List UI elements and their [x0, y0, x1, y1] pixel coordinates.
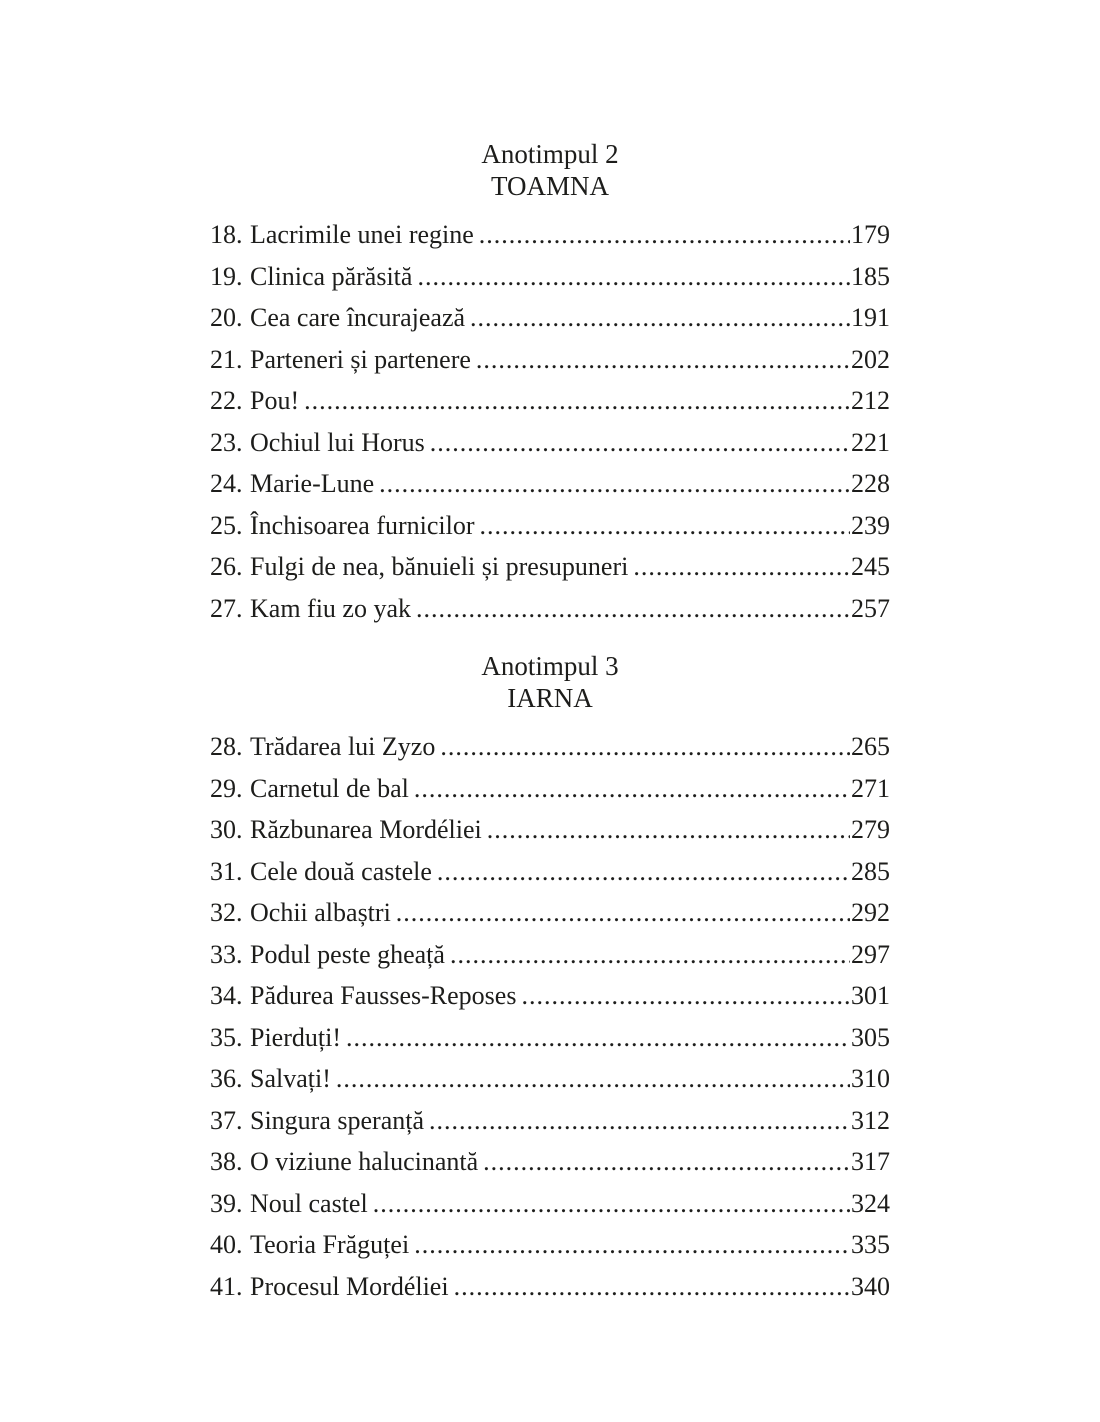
chapter-title: Cea care încurajează — [250, 303, 466, 332]
chapter-number: 34. — [210, 981, 243, 1010]
chapter-number: 41. — [210, 1271, 243, 1301]
toc-entry — [210, 546, 890, 588]
dot-leader — [483, 1141, 850, 1183]
chapter-page-number: 239 — [851, 510, 890, 540]
chapter-title: Teoria Frăguței — [250, 1230, 410, 1259]
toc-entry — [210, 1100, 890, 1142]
toc-entry — [210, 1141, 890, 1183]
chapter-page-number: 271 — [851, 773, 890, 803]
dot-leader — [437, 851, 850, 893]
chapter-page-number: 245 — [851, 552, 890, 581]
chapter-number: 40. — [210, 1230, 243, 1259]
chapter-page-number: 202 — [851, 344, 890, 374]
chapter-title: Pierduți! — [250, 1022, 341, 1052]
chapter-number: 22. — [210, 386, 243, 415]
chapter-page-number: 212 — [851, 386, 890, 415]
toc-list — [210, 726, 890, 1307]
toc-entry — [210, 588, 890, 630]
chapter-title: Ochii albaștri — [250, 898, 391, 927]
dot-leader — [476, 339, 850, 381]
season-label: Anotimpul 2 — [481, 139, 619, 169]
chapter-page-number: 285 — [851, 856, 890, 886]
dot-leader — [454, 1266, 850, 1308]
chapter-page-number: 279 — [851, 815, 890, 844]
toc-entry — [210, 1266, 890, 1308]
chapter-page-number: 340 — [851, 1271, 890, 1301]
chapter-page-number: 297 — [851, 939, 890, 969]
chapter-title: Marie-Lune — [250, 469, 375, 498]
dot-leader — [373, 1183, 850, 1225]
chapter-page-number: 305 — [851, 1022, 890, 1052]
chapter-page-number: 301 — [851, 981, 890, 1010]
toc-entry — [210, 256, 890, 298]
chapter-page-number: 191 — [851, 303, 890, 332]
chapter-number: 33. — [210, 939, 243, 969]
chapter-number: 28. — [210, 732, 243, 761]
toc-entry — [210, 1058, 890, 1100]
toc-entry — [210, 214, 890, 256]
chapter-page-number: 185 — [851, 261, 890, 291]
season-name: TOAMNA — [490, 171, 609, 201]
toc-entry — [210, 975, 890, 1017]
toc-sections — [210, 138, 890, 1307]
toc-entry — [210, 1224, 890, 1266]
chapter-title: Răzbunarea Mordéliei — [250, 815, 482, 844]
dot-leader — [396, 892, 850, 934]
dot-leader — [487, 809, 850, 851]
chapter-title: Trădarea lui Zyzo — [250, 732, 436, 761]
chapter-number: 21. — [210, 344, 243, 374]
chapter-number: 37. — [210, 1105, 243, 1135]
chapter-title: Singura speranță — [250, 1105, 425, 1135]
dot-leader — [304, 380, 850, 422]
dot-leader — [521, 975, 850, 1017]
toc-entry — [210, 422, 890, 464]
chapter-number: 24. — [210, 469, 243, 498]
toc-section — [210, 138, 890, 629]
chapter-title: Salvați! — [250, 1064, 331, 1093]
chapter-number: 39. — [210, 1188, 243, 1218]
dot-leader — [480, 505, 850, 547]
dot-leader — [336, 1058, 850, 1100]
toc-entry — [210, 380, 890, 422]
dot-leader — [414, 768, 850, 810]
dot-leader — [379, 463, 850, 505]
chapter-title: Carnetul de bal — [250, 773, 409, 803]
chapter-page-number: 265 — [851, 732, 890, 761]
season-heading — [210, 650, 890, 714]
dot-leader — [479, 214, 850, 256]
toc-entry — [210, 726, 890, 768]
chapter-title: Podul peste gheață — [250, 939, 445, 969]
chapter-title: Pou! — [250, 386, 300, 415]
toc-entry — [210, 934, 890, 976]
chapter-page-number: 335 — [851, 1230, 890, 1259]
toc-entry — [210, 809, 890, 851]
dot-leader — [633, 546, 850, 588]
dot-leader — [416, 588, 850, 630]
dot-leader — [470, 297, 850, 339]
dot-leader — [430, 422, 850, 464]
toc-section — [210, 650, 890, 1307]
chapter-number: 18. — [210, 220, 243, 249]
season-heading — [210, 138, 890, 202]
season-name: IARNA — [507, 683, 593, 713]
chapter-page-number: 179 — [851, 220, 890, 249]
chapter-page-number: 310 — [851, 1064, 890, 1093]
chapter-number: 20. — [210, 303, 243, 332]
chapter-number: 36. — [210, 1064, 243, 1093]
toc-entry — [210, 768, 890, 810]
chapter-number: 23. — [210, 427, 243, 457]
toc-list — [210, 214, 890, 629]
dot-leader — [440, 726, 850, 768]
toc-entry — [210, 463, 890, 505]
chapter-number: 35. — [210, 1022, 243, 1052]
chapter-title: Procesul Mordéliei — [250, 1271, 449, 1301]
chapter-page-number: 228 — [851, 469, 890, 498]
chapter-number: 26. — [210, 552, 243, 581]
chapter-title: Ochiul lui Horus — [250, 427, 425, 457]
chapter-title: Kam fiu zo yak — [250, 593, 412, 623]
chapter-number: 30. — [210, 815, 243, 844]
dot-leader — [414, 1224, 850, 1266]
chapter-number: 19. — [210, 261, 243, 291]
chapter-number: 29. — [210, 773, 243, 803]
chapter-title: Fulgi de nea, bănuieli și presupuneri — [250, 552, 629, 581]
season-label: Anotimpul 3 — [481, 651, 619, 681]
toc-entry — [210, 851, 890, 893]
chapter-number: 32. — [210, 898, 243, 927]
chapter-title: O viziune halucinantă — [250, 1147, 479, 1176]
dot-leader — [450, 934, 850, 976]
toc-entry — [210, 892, 890, 934]
dot-leader — [417, 256, 850, 298]
chapter-number: 27. — [210, 593, 243, 623]
chapter-number: 31. — [210, 856, 243, 886]
chapter-number: 38. — [210, 1147, 243, 1176]
chapter-page-number: 312 — [851, 1105, 890, 1135]
chapter-title: Închisoarea furnicilor — [250, 510, 475, 540]
toc-entry — [210, 505, 890, 547]
toc-entry — [210, 1017, 890, 1059]
chapter-title: Lacrimile unei regine — [250, 220, 474, 249]
chapter-page-number: 324 — [851, 1188, 890, 1218]
toc-entry — [210, 1183, 890, 1225]
chapter-title: Cele două castele — [250, 856, 432, 886]
chapter-number: 25. — [210, 510, 243, 540]
chapter-page-number: 221 — [851, 427, 890, 457]
toc-entry — [210, 339, 890, 381]
chapter-title: Clinica părăsită — [250, 261, 413, 291]
dot-leader — [429, 1100, 850, 1142]
chapter-page-number: 257 — [851, 593, 890, 623]
chapter-title: Pădurea Fausses-Reposes — [250, 981, 517, 1010]
chapter-page-number: 317 — [851, 1147, 890, 1176]
dot-leader — [346, 1017, 850, 1059]
chapter-title: Noul castel — [250, 1188, 368, 1218]
chapter-page-number: 292 — [851, 898, 890, 927]
chapter-title: Parteneri și partenere — [250, 344, 471, 374]
toc-entry — [210, 297, 890, 339]
